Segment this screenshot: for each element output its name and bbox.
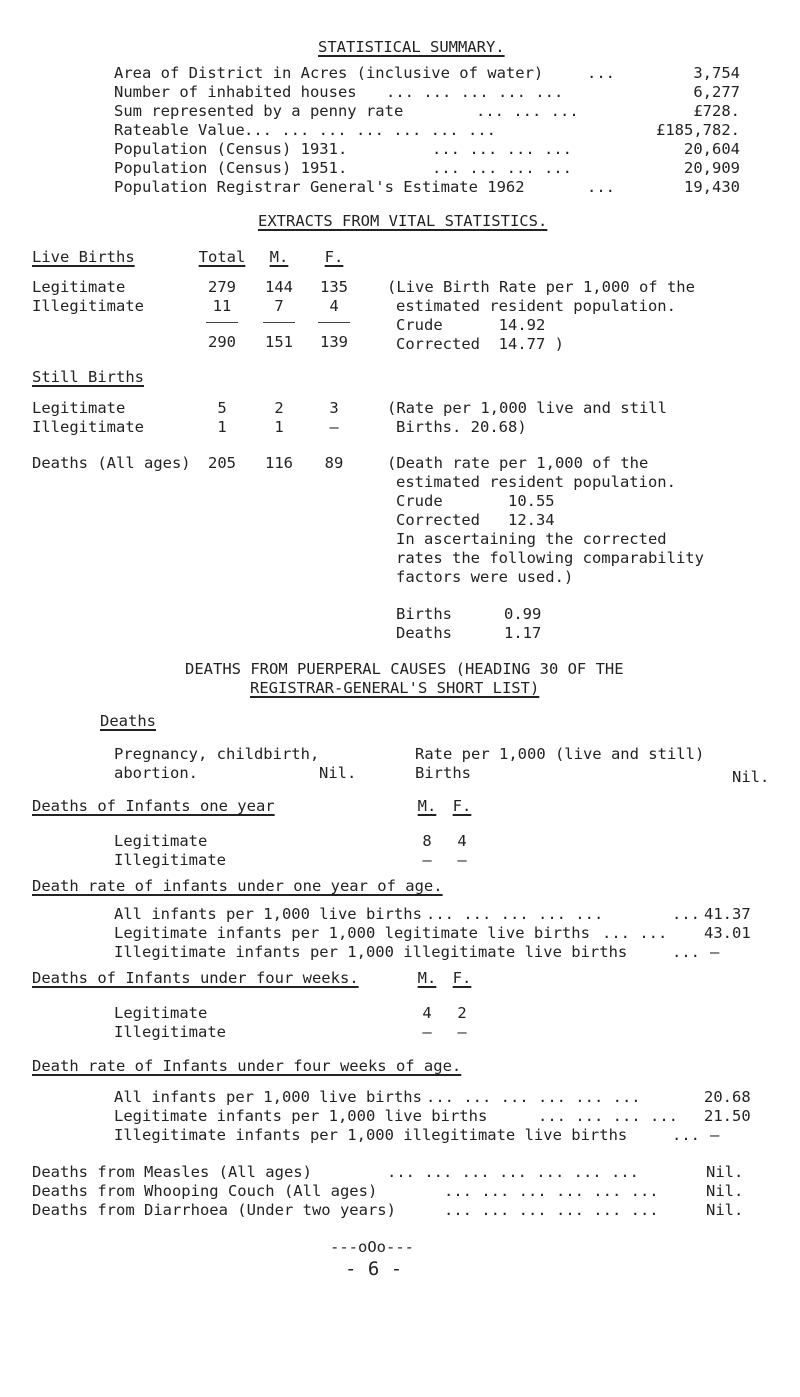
rate-label: All infants per 1,000 live births	[114, 905, 422, 923]
other-death-value: Nil.	[706, 1163, 744, 1181]
col-f-header: F.	[452, 797, 472, 815]
cell-f: 4	[329, 297, 339, 315]
summary-dots: ... ... ... ...	[432, 159, 572, 177]
row-label: Legitimate	[32, 399, 126, 417]
end-mark: ---oOo---	[330, 1238, 414, 1256]
rate-dots: ... ... ... ... ...	[426, 905, 604, 923]
other-death-label: Deaths from Whooping Couch (All ages)	[32, 1182, 378, 1200]
rate-label: Legitimate infants per 1,000 live births	[114, 1107, 488, 1125]
cell-m: –	[422, 1023, 432, 1041]
summary-label: Sum represented by a penny rate	[114, 102, 404, 120]
puerperal-heading: DEATHS FROM PUERPERAL CAUSES (HEADING 30 OF THE	[185, 660, 624, 678]
col-total-header: Total	[198, 248, 246, 266]
summary-label: Population (Census) 1931.	[114, 140, 348, 158]
sum-rule	[318, 322, 350, 323]
row-label: Legitimate	[114, 1004, 208, 1022]
summary-dots: ... ... ...	[476, 102, 579, 120]
rate-label: Legitimate infants per 1,000 legitimate live births	[114, 924, 590, 942]
cell-f: –	[329, 418, 339, 436]
summary-value: 19,430	[684, 178, 740, 196]
still-birth-rate-note: (Rate per 1,000 live and still	[387, 399, 667, 417]
puerperal-rate-label: Births	[415, 764, 471, 782]
vital-statistics-heading: EXTRACTS FROM VITAL STATISTICS.	[258, 212, 548, 230]
other-death-value: Nil.	[706, 1182, 744, 1200]
rate-value: –	[710, 943, 720, 961]
rate-dots: ...	[672, 943, 700, 961]
sum-rule	[263, 322, 295, 323]
row-label: Legitimate	[32, 278, 126, 296]
rate-value: 20.68	[704, 1088, 751, 1106]
col-m-header: M.	[417, 797, 437, 815]
death-rate-note: (Death rate per 1,000 of the	[387, 454, 649, 472]
sum-total: 290	[208, 333, 236, 351]
infants-four-weeks-heading: Deaths of Infants under four weeks.	[32, 969, 359, 987]
other-death-dots: ... ... ... ... ... ...	[444, 1182, 659, 1200]
rate-label: All infants per 1,000 live births	[114, 1088, 422, 1106]
summary-dots: ...	[587, 64, 615, 82]
rate-label: Illegitimate infants per 1,000 illegitimate live births	[114, 1126, 628, 1144]
sum-f: 139	[320, 333, 348, 351]
cell-m: –	[422, 851, 432, 869]
cell-f: 2	[457, 1004, 467, 1022]
factor-label: Births	[396, 605, 452, 623]
row-label: Illegitimate	[114, 1023, 226, 1041]
cell-f: 89	[324, 454, 344, 472]
pregnancy-label: Pregnancy, childbirth,	[114, 745, 320, 763]
live-birth-rate-note: Corrected 14.77 )	[396, 335, 564, 353]
summary-value: 20,909	[684, 159, 740, 177]
death-rate-note: Corrected 12.34	[396, 511, 555, 529]
sum-rule	[206, 322, 238, 323]
rate-dots: ...	[672, 1126, 700, 1144]
page-title: STATISTICAL SUMMARY.	[318, 38, 505, 56]
puerperal-deaths-heading: Deaths	[100, 712, 156, 730]
col-m-header: M.	[417, 969, 437, 987]
puerperal-heading: REGISTRAR-GENERAL'S SHORT LIST)	[250, 679, 540, 697]
factor-label: Deaths	[396, 624, 452, 642]
infants-one-year-heading: Deaths of Infants one year	[32, 797, 275, 815]
rate-value: 43.01	[704, 924, 751, 942]
puerperal-rate-value: Nil.	[732, 768, 770, 786]
cell-f: 3	[329, 399, 339, 417]
sum-m: 151	[265, 333, 293, 351]
row-label: Legitimate	[114, 832, 208, 850]
puerperal-rate-label: Rate per 1,000 (live and still)	[415, 745, 705, 763]
death-rate-note: estimated resident population.	[396, 473, 676, 491]
live-birth-rate-note: Crude 14.92	[396, 316, 546, 334]
other-death-label: Deaths from Diarrhoea (Under two years)	[32, 1201, 396, 1219]
other-death-dots: ... ... ... ... ... ... ...	[387, 1163, 639, 1181]
deaths-all-ages-label: Deaths (All ages)	[32, 454, 191, 472]
factor-value: 0.99	[504, 605, 542, 623]
summary-value: 6,277	[693, 83, 740, 101]
rate-dots: ... ...	[602, 924, 668, 942]
rate-dots: ...	[672, 905, 700, 923]
summary-label: Population (Census) 1951.	[114, 159, 348, 177]
cell-f: 4	[457, 832, 467, 850]
still-births-heading: Still Births	[32, 368, 144, 386]
cell-m: 1	[274, 418, 284, 436]
rate-value: –	[710, 1126, 720, 1144]
col-f-header: F.	[324, 248, 344, 266]
cell-m: 144	[265, 278, 293, 296]
live-births-heading: Live Births	[32, 248, 135, 266]
factor-value: 1.17	[504, 624, 542, 642]
pregnancy-label: abortion.	[114, 764, 198, 782]
row-label: Illegitimate	[114, 851, 226, 869]
cell-total: 11	[212, 297, 232, 315]
cell-f: –	[457, 851, 467, 869]
page-number: - 6 -	[345, 1258, 403, 1280]
summary-dots: ...	[587, 178, 615, 196]
cell-m: 2	[274, 399, 284, 417]
cell-total: 279	[208, 278, 236, 296]
rate-dots: ... ... ... ... ... ...	[426, 1088, 641, 1106]
death-rate-note: factors were used.)	[396, 568, 574, 586]
summary-label: Number of inhabited houses	[114, 83, 357, 101]
cell-m: 7	[274, 297, 284, 315]
live-birth-rate-note: estimated resident population.	[396, 297, 676, 315]
summary-dots: ... ... ... ... ... ... ...	[244, 121, 496, 139]
summary-value: £728.	[693, 102, 740, 120]
cell-f: 135	[320, 278, 348, 296]
summary-label: Population Registrar General's Estimate 1962	[114, 178, 525, 196]
rate-four-weeks-heading: Death rate of Infants under four weeks of age.	[32, 1057, 462, 1075]
cell-m: 116	[265, 454, 293, 472]
summary-dots: ... ... ... ...	[432, 140, 572, 158]
cell-f: –	[457, 1023, 467, 1041]
live-birth-rate-note: (Live Birth Rate per 1,000 of the	[387, 278, 695, 296]
other-death-value: Nil.	[706, 1201, 744, 1219]
col-f-header: F.	[452, 969, 472, 987]
summary-dots: ... ... ... ... ...	[386, 83, 564, 101]
cell-m: 4	[422, 1004, 432, 1022]
rate-value: 41.37	[704, 905, 751, 923]
pregnancy-value: Nil.	[319, 764, 357, 782]
cell-m: 8	[422, 832, 432, 850]
cell-total: 205	[208, 454, 236, 472]
death-rate-note: Crude 10.55	[396, 492, 555, 510]
still-birth-rate-note: Births. 20.68)	[396, 418, 527, 436]
row-label: Illegitimate	[32, 418, 144, 436]
death-rate-note: In ascertaining the corrected	[396, 530, 667, 548]
summary-value: £185,782.	[656, 121, 740, 139]
death-rate-note: rates the following comparability	[396, 549, 704, 567]
rate-value: 21.50	[704, 1107, 751, 1125]
rate-dots: ... ... ... ...	[538, 1107, 678, 1125]
cell-total: 5	[217, 399, 227, 417]
row-label: Illegitimate	[32, 297, 144, 315]
summary-label: Rateable Value	[114, 121, 245, 139]
other-death-dots: ... ... ... ... ... ...	[444, 1201, 659, 1219]
col-m-header: M.	[269, 248, 289, 266]
cell-total: 1	[217, 418, 227, 436]
summary-value: 20,604	[684, 140, 740, 158]
rate-label: Illegitimate infants per 1,000 illegitimate live births	[114, 943, 628, 961]
rate-one-year-heading: Death rate of infants under one year of age.	[32, 877, 443, 895]
summary-label: Area of District in Acres (inclusive of water)	[114, 64, 544, 82]
other-death-label: Deaths from Measles (All ages)	[32, 1163, 312, 1181]
summary-value: 3,754	[693, 64, 740, 82]
